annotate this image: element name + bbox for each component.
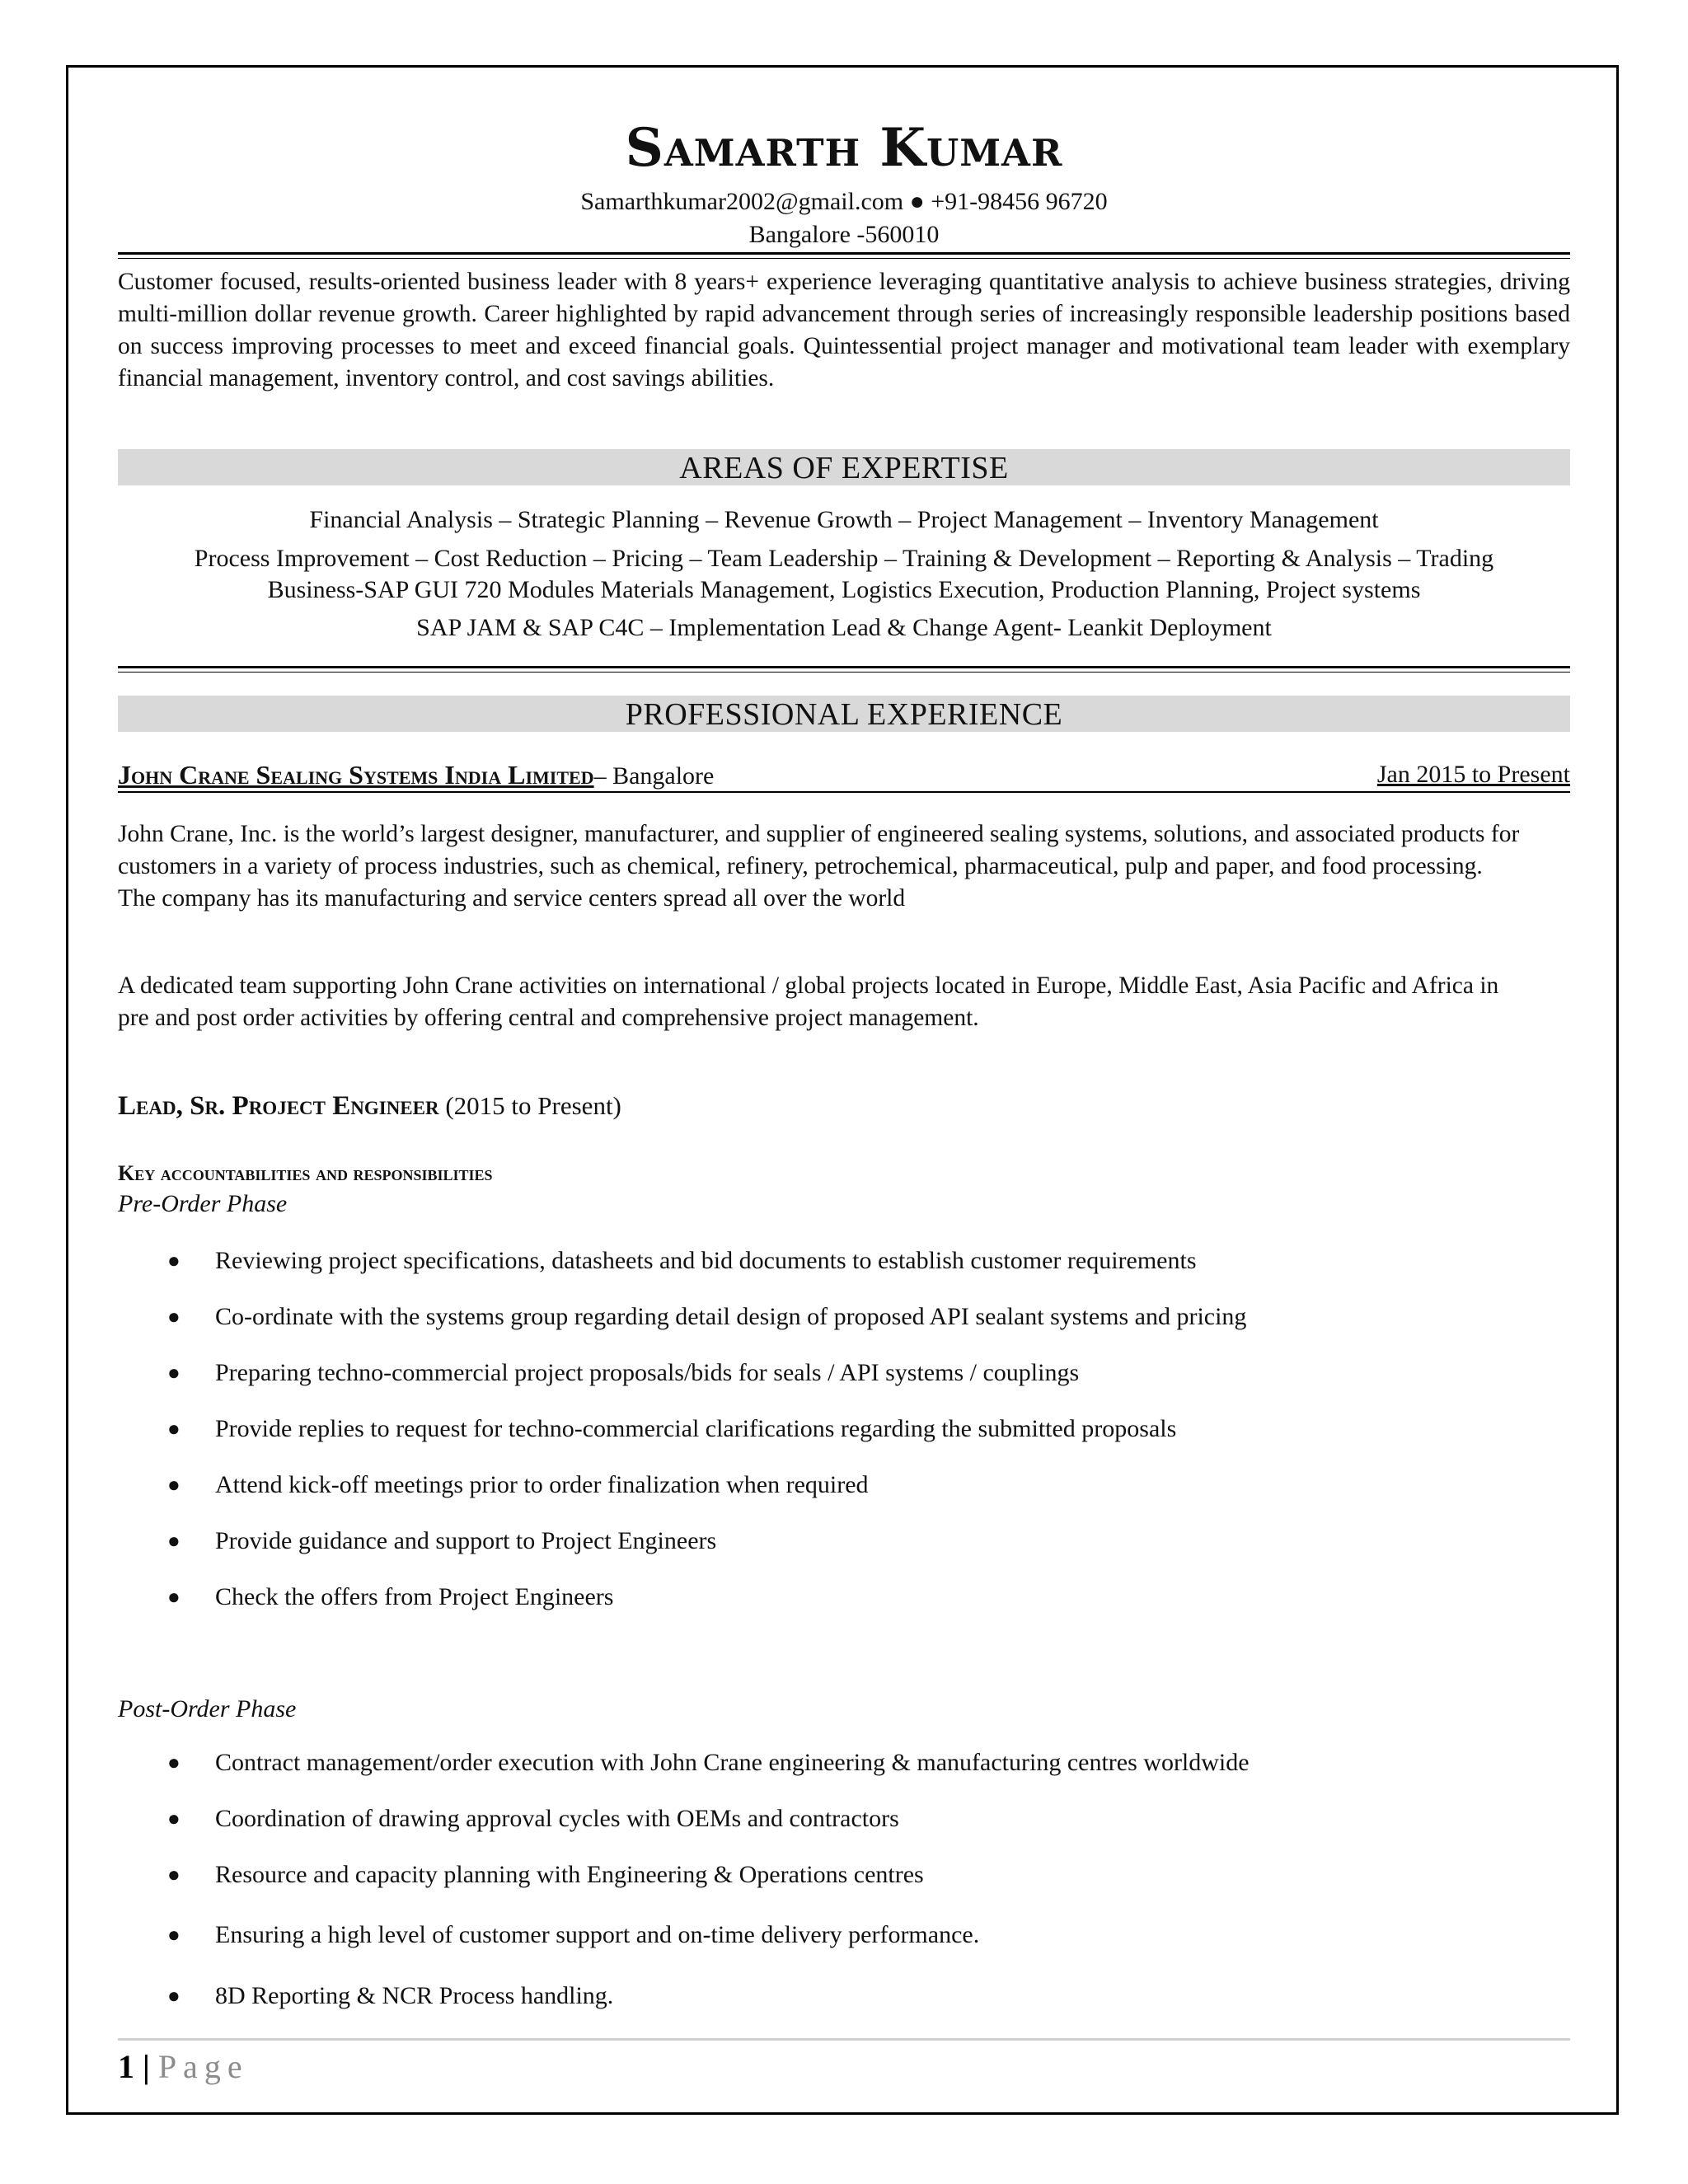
page-number: 1 bbox=[118, 2048, 134, 2085]
bullet-icon: ● bbox=[167, 1249, 181, 1272]
company-location: – Bangalore bbox=[593, 762, 715, 790]
professional-summary: Customer focused, results-oriented business leader with 8 years+ experience leveraging quantitative analysis to achieve business strategies, driving multi-million dollar revenue growth. Career highlighted by rapid advancement through series of increasingly responsible leadership positions based on success improving processes to meet and exceed financial goals. Quintessential project manager and motivational team leader with exemplary financial management, inventory control, and cost savings abilities. bbox=[118, 269, 1570, 391]
footer-separator: | bbox=[143, 2048, 150, 2085]
bullet-icon: ● bbox=[167, 1361, 181, 1385]
company-name: John Crane Sealing Systems India Limited bbox=[118, 760, 594, 790]
bullet-icon: ● bbox=[167, 1807, 181, 1830]
expertise-line-3: Business-SAP GUI 720 Modules Materials Management, Logistics Execution, Production Planning, Project systems bbox=[267, 576, 1421, 603]
expertise-heading: AREAS OF EXPERTISE bbox=[118, 449, 1570, 485]
bullet-icon: ● bbox=[167, 1305, 181, 1329]
footer-divider bbox=[118, 2038, 1570, 2041]
accountabilities-heading: Key accountabilities and responsibilities bbox=[118, 1161, 493, 1185]
bullet-icon: ● bbox=[167, 1750, 181, 1774]
company-description: John Crane, Inc. is the world’s largest designer, manufacturer, and supplier of engineered sealing systems, solutions, and associated products for customers in a variety of process industries, such as chemical, refinery, petrochemical, pharmaceutical, pulp and paper, and food processing. The company has its manufacturing and service centers spread all over the world bbox=[118, 821, 1520, 912]
role-line bbox=[118, 1090, 621, 1122]
bullet-icon: ● bbox=[167, 1473, 181, 1497]
expertise-line-4: SAP JAM & SAP C4C – Implementation Lead & Change Agent- Leankit Deployment bbox=[416, 614, 1272, 641]
team-description: A dedicated team supporting John Crane activities on international / global projects located in Europe, Middle East, Asia Pacific and Africa in pre and post order activities by offering central and comprehensive project management. bbox=[118, 972, 1499, 1031]
role-title: Lead, Sr. Project Engineer bbox=[118, 1091, 439, 1121]
bullet-icon: ● bbox=[167, 1585, 181, 1609]
page-label: Page bbox=[157, 2048, 249, 2085]
bullet-icon: ● bbox=[167, 1984, 181, 2008]
bullet-icon: ● bbox=[167, 1417, 181, 1441]
expertise-line-2: Process Improvement – Cost Reduction – Pricing – Team Leadership – Training & Development – Reporting & Analysis – Trading bbox=[194, 545, 1494, 572]
bullet-icon: ● bbox=[167, 1529, 181, 1553]
expertise-line-1: Financial Analysis – Strategic Planning – Revenue Growth – Project Management – Inventory Management bbox=[309, 506, 1379, 533]
post-order-label: Post-Order Phase bbox=[118, 1695, 297, 1722]
bullet-icon: ● bbox=[167, 1923, 181, 1947]
bullet-icon: ● bbox=[167, 1863, 181, 1886]
location: Bangalore -560010 bbox=[748, 221, 940, 248]
company-row bbox=[118, 758, 1570, 793]
role-period: (2015 to Present) bbox=[445, 1091, 621, 1120]
experience-heading: PROFESSIONAL EXPERIENCE bbox=[118, 696, 1570, 732]
candidate-name: Samarth Kumar bbox=[625, 117, 1063, 179]
employment-dates: Jan 2015 to Present bbox=[1376, 761, 1570, 788]
experience-divider bbox=[118, 666, 1570, 673]
header-divider bbox=[118, 252, 1570, 259]
contact-line: Samarthkumar2002@gmail.com ● +91-98456 96720 bbox=[580, 188, 1108, 215]
pre-order-label: Pre-Order Phase bbox=[118, 1190, 288, 1217]
page-footer bbox=[118, 2046, 249, 2088]
